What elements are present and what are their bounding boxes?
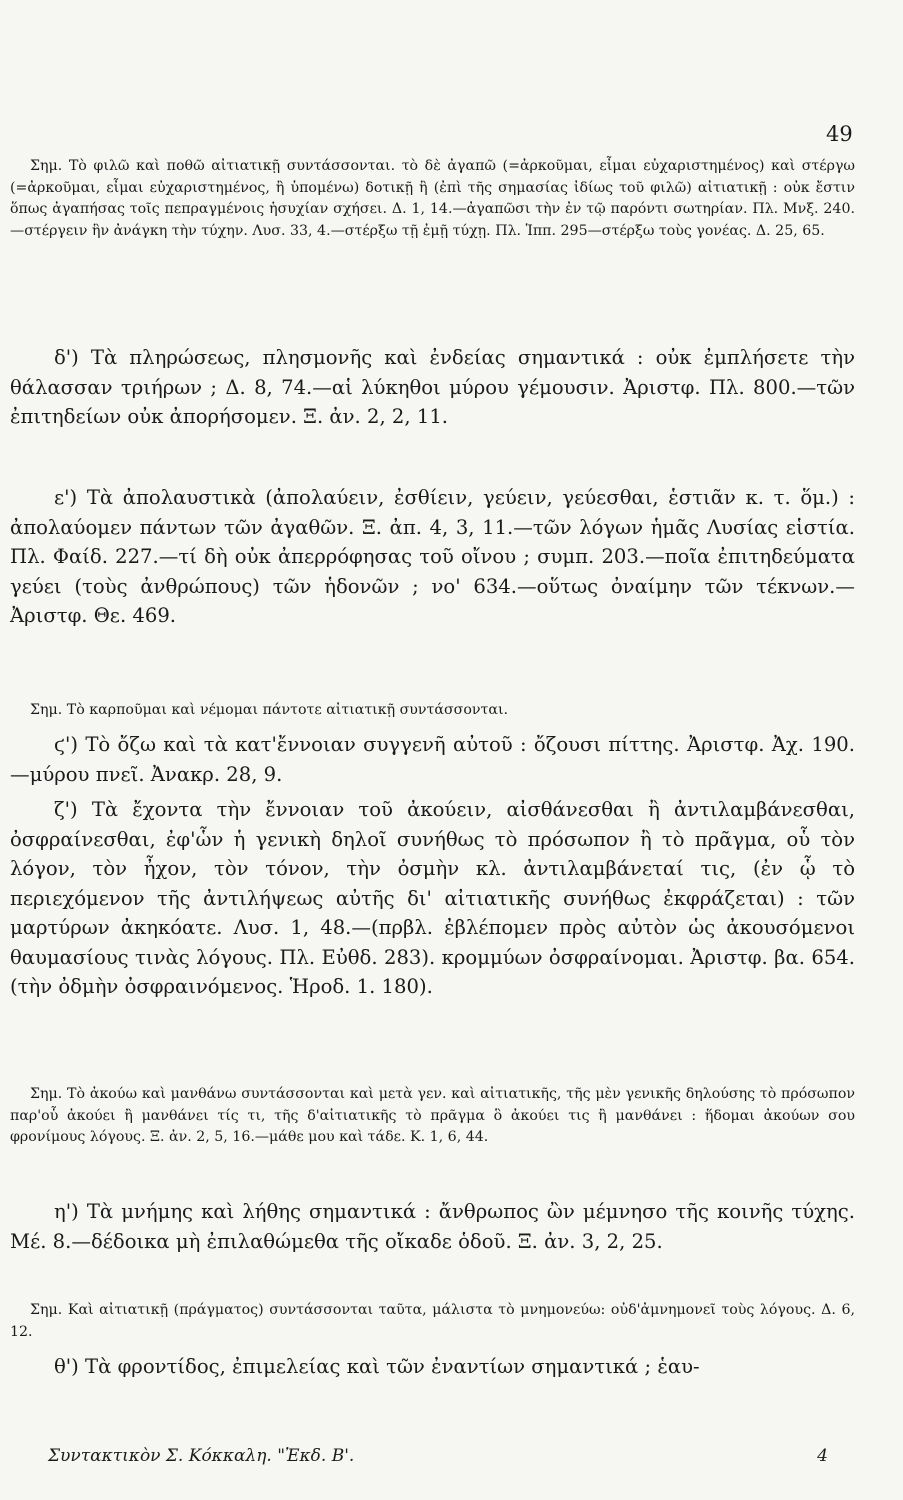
page-footer: [48, 1446, 828, 1466]
paragraph-text: ϛ') Τὸ ὄζω καὶ τὰ κατ'ἔννοιαν συγγενῆ αὐτοῦ : ὄζουσι πίττης. Ἀριστφ. Ἀχ. 190.—μύρου πνεῖ. Ἀνακρ. 28, 9.: [10, 733, 855, 786]
paragraph-text: ζ') Τὰ ἔχοντα τὴν ἔννοιαν τοῦ ἀκούειν, αἰσθάνεσθαι ἢ ἀντιλαμβάνεσθαι, ὀσφραίνεσθαι, ἐφ'ὧν ἡ γενικὴ δηλοῖ συνήθως τὸ πρόσωπον ἢ τὸ πρᾶγμα, οὗ τὸν λόγον, τὸν ἦχον, τὸν τόνον, τὴν ὀσμὴν κλ. ἀντιλαμβάνεταί τις, (ἐν ᾧ τὸ περιεχόμενον τῆς ἀντιλήψεως αὐτῆς δι' αἰτιατικῆς συνήθως ἐκφράζεται) : τῶν μαρτύρων ἀκηκόατε. Λυσ. 1, 48.—(πρβλ. ἐβλέπομεν πρὸς αὐτὸν ὡς ἀκουσόμενοι θαυμασίους τινὰς λόγους. Πλ. Εὐθδ. 283). κρομμύων ὀσφραίνομαι. Ἀριστφ. βα. 654. (τὴν ὀδμὴν ὀσφραινόμενος. Ἡροδ. 1. 180).: [10, 798, 855, 998]
note-phileo-agapo: [10, 156, 855, 243]
note-text: Σημ. Τὸ καρποῦμαι καὶ νέμομαι πάντοτε αἰτιατικῇ συντάσσονται.: [30, 702, 509, 718]
paragraph-zeta: [10, 795, 855, 1002]
note-mnemoneuo: [10, 1300, 855, 1343]
note-text: Σημ. Τὸ φιλῶ καὶ ποθῶ αἰτιατικῇ συντάσσονται. τὸ δὲ ἀγαπῶ (=ἀρκοῦμαι, εἶμαι εὐχαριστημένος) καὶ στέργω (=ἀρκοῦμαι, εἶμαι εὐχαριστημένος, ἢ ὑπομένω) δοτικῇ ἢ (ἐπὶ τῆς σημασίας ἰδίως τοῦ φιλῶ) αἰτιατικῇ : οὐκ ἔστιν ὅπως ἀγαπήσας τοῖς πεπραγμένοις ἡσυχίαν σχήσει. Δ. 1, 14.—ἀγαπῶσι τὴν ἐν τῷ παρόντι σωτηρίαν. Πλ. Μνξ. 240.—στέργειν ἣν ἀνάγκη τὴν τύχην. Λυσ. 33, 4.—στέρξω τῇ ἐμῇ τύχῃ. Πλ. Ἱππ. 295—στέρξω τοὺς γονέας. Δ. 25, 65.: [10, 158, 855, 240]
note-akouo-manthano: [10, 1084, 855, 1149]
paragraph-text: θ') Τὰ φροντίδος, ἐπιμελείας καὶ τῶν ἐναντίων σημαντικά ; ἑαυ-: [54, 1355, 700, 1378]
note-karpoumai: [10, 700, 855, 722]
paragraph-eta: [10, 1197, 855, 1256]
footer-title: Συντακτικὸν Σ. Κόκκαλη. "Ἐκδ. Β'.: [48, 1446, 355, 1466]
paragraph-text: δ') Τὰ πληρώσεως, πλησμονῆς καὶ ἐνδείας σημαντικά : οὐκ ἐμπλήσετε τὴν θάλασσαν τριήρων ; Δ. 8, 74.—αἱ λύκηθοι μύρου γέμουσιν. Ἀριστφ. Πλ. 800.—τῶν ἐπιτηδείων οὐκ ἀπορήσομεν. Ξ. ἀν. 2, 2, 11.: [10, 346, 855, 428]
paragraph-delta: [10, 343, 855, 432]
paragraph-text: η') Τὰ μνήμης καὶ λήθης σημαντικά : ἄνθρωπος ὢν μέμνησο τῆς κοινῆς τύχης. Μέ. 8.—δέδοικα μὴ ἐπιλαθώμεθα τῆς οἴκαδε ὁδοῦ. Ξ. ἀν. 3, 2, 25.: [10, 1200, 855, 1253]
paragraph-theta: [10, 1352, 855, 1382]
paragraph-stigma: [10, 730, 855, 789]
paragraph-epsilon: [10, 483, 855, 631]
signature-mark: 4: [817, 1446, 828, 1466]
note-text: Σημ. Τὸ ἀκούω καὶ μανθάνω συντάσσονται καὶ μετὰ γεν. καὶ αἰτιατικῆς, τῆς μὲν γενικῆς δηλούσης τὸ πρόσωπον παρ'οὗ ἀκούει ἢ μανθάνει τίς τι, τῆς δ'αἰτιατικῆς τὸ πρᾶγμα ὃ ἀκούει τις ἢ μανθάνει : ἥδομαι ἀκούων σου φρονίμους λόγους. Ξ. ἀν. 2, 5, 16.—μάθε μου καὶ τάδε. Κ. 1, 6, 44.: [10, 1086, 855, 1146]
note-text: Σημ. Καὶ αἰτιατικῇ (πράγματος) συντάσσονται ταῦτα, μάλιστα τὸ μνημονεύω: οὐδ'ἀμνημονεῖ τοὺς λόγους. Δ. 6, 12.: [10, 1302, 855, 1340]
paragraph-text: ε') Τὰ ἀπολαυστικὰ (ἀπολαύειν, ἐσθίειν, γεύειν, γεύεσθαι, ἑστιᾶν κ. τ. ὅμ.) : ἀπολαύομεν πάντων τῶν ἀγαθῶν. Ξ. ἀπ. 4, 3, 11.—τῶν λόγων ἡμᾶς Λυσίας εἱστία. Πλ. Φαίδ. 227.—τί δὴ οὐκ ἀπερρόφησας τοῦ οἴνου ; συμπ. 203.—ποῖα ἐπιτηδεύματα γεύει (τοὺς ἀνθρώπους) τῶν ἡδονῶν ; νο' 634.—οὕτως ὀναίμην τῶν τέκνων.—Ἀριστφ. Θε. 469.: [10, 486, 855, 627]
page-number: 49: [826, 122, 853, 146]
